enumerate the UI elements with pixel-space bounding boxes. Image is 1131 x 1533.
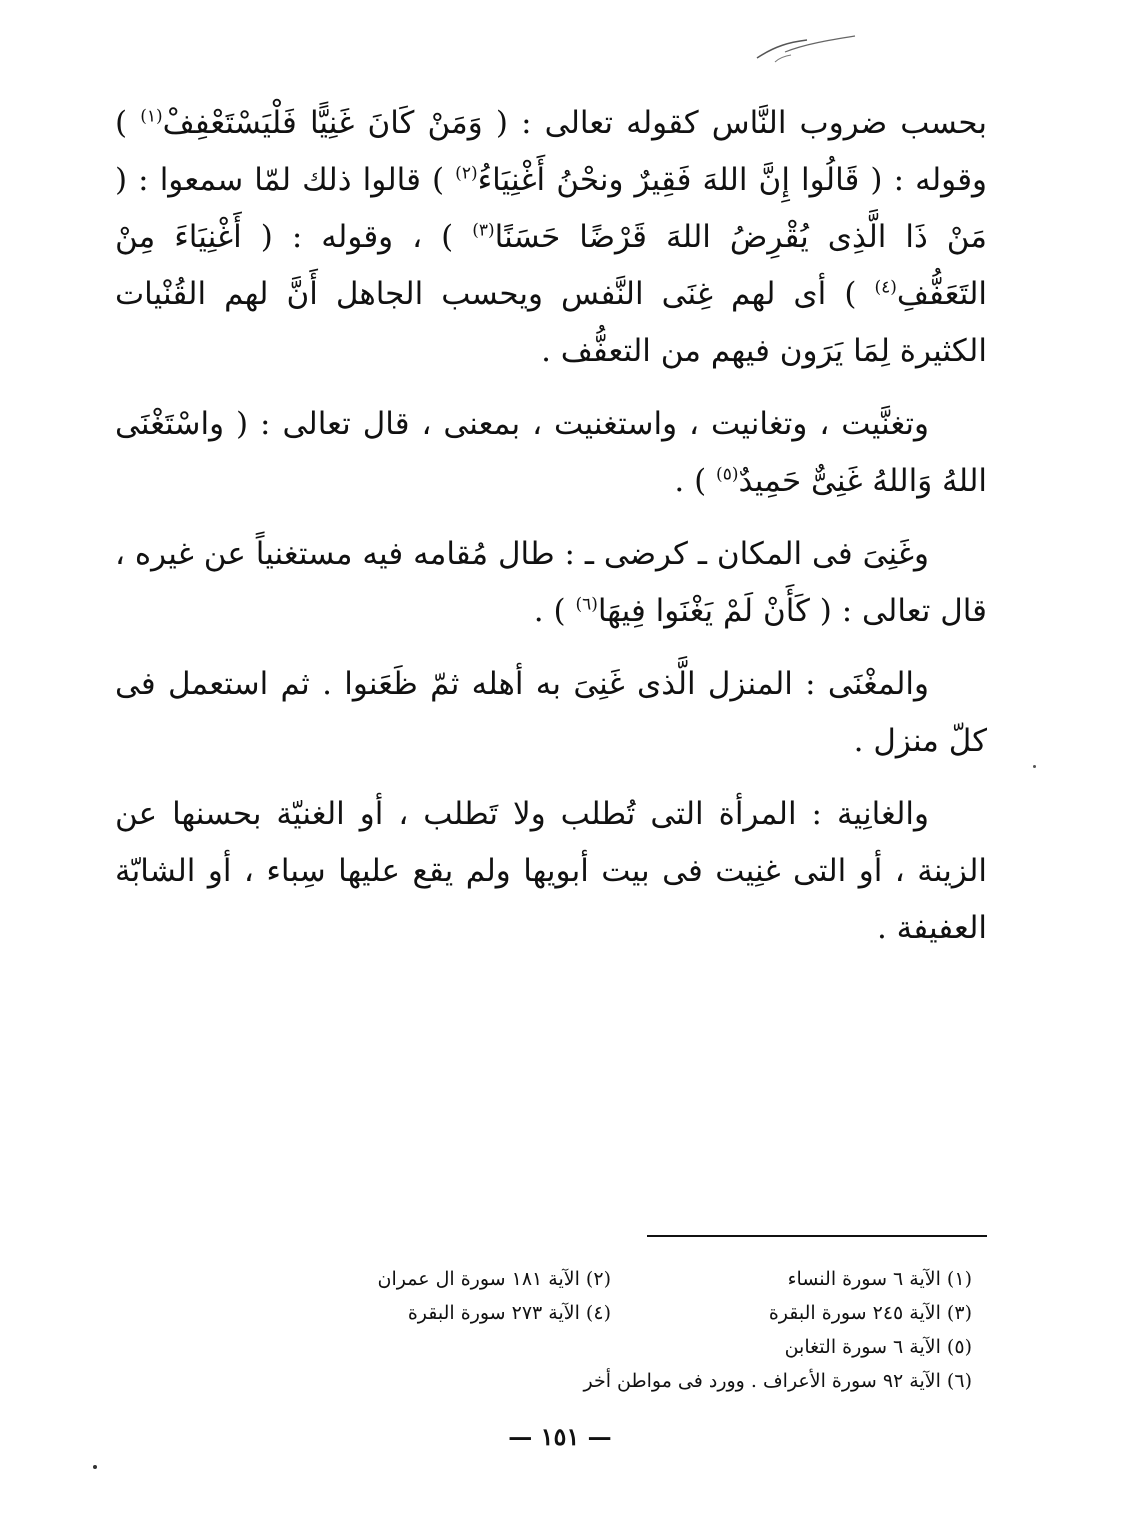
footnote-3: (٣) الآية ٢٤٥ سورة البقرة bbox=[768, 1302, 972, 1324]
scan-speck bbox=[1033, 765, 1036, 768]
footnote-ref-5: (٥) bbox=[716, 464, 739, 485]
paragraph-1-part-3: ) قالوا ذلك لمّا سمعوا : ( مَنْ ذَا الَّذِى يُقْرِضُ اللهَ قَرْضًا حَسَنًا bbox=[115, 162, 988, 255]
footnote-ref-4: (٤) bbox=[874, 277, 897, 298]
footnote-divider bbox=[647, 1235, 987, 1237]
footnote-2: (٢) الآية ١٨١ سورة ال عمران bbox=[377, 1268, 611, 1290]
paragraph-1-part-5: ) أى لهم غِنَى النَّفس ويحسب الجاهل أَنَّ لهم القُنْيات الكثيرة لِمَا يَرَون فيهم من التعفُّف . bbox=[115, 276, 987, 369]
paragraph-2 bbox=[115, 396, 987, 510]
paragraph-5: والغانِية : المرأة التى تُطلب ولا تَطلب ، أو الغنيّة بحسنها عن الزينة ، أو التى غنِيت فى بيت أبويها ولم يقع عليها سِباء ، أو الشابّة العفيفة . bbox=[115, 796, 987, 946]
footnote-row bbox=[250, 1262, 972, 1296]
paragraph-3-part-2: ) . bbox=[533, 593, 576, 629]
footnote-4: (٤) الآية ٢٧٣ سورة البقرة bbox=[407, 1302, 611, 1324]
paragraph-1-part-4: ) ، وقوله : ( أَغْنِيَاءَ مِنْ التَعَفُّفِ bbox=[115, 219, 987, 312]
footnote-ref-3: (٣) bbox=[472, 220, 495, 241]
paragraph-3-part-1: وغَنِىَ فى المكان ـ كرضى ـ : طال مُقامه فيه مستغنياً عن غيره ، قال تعالى : ( كَأَنْ لَمْ يَغْنَوا فِيهَا bbox=[115, 536, 987, 629]
paragraph-1-part-1: بحسب ضروب النَّاس كقوله تعالى : ( وَمَنْ كَانَ غَنِيًّا فَلْيَسْتَعْفِفْ bbox=[162, 105, 988, 141]
footnotes bbox=[250, 1262, 972, 1398]
footnote-ref-2: (٢) bbox=[455, 163, 478, 184]
paragraph-1-part-2: ) وقوله : ( قَالُوا إِنَّ اللهَ فَقِيرٌ ونحْنُ أَغْنِيَاءُ bbox=[115, 105, 987, 198]
footnote-row bbox=[250, 1330, 972, 1364]
paragraph-4: والمغْنَى : المنزل الَّذى غَنِىَ به أهله ثمّ ظَعَنوا . ثم استعمل فى كلّ منزل . bbox=[115, 666, 987, 759]
scan-pen-mark bbox=[745, 28, 865, 68]
paragraph-2-part-2: ) . bbox=[674, 463, 717, 499]
footnote-5: (٥) الآية ٦ سورة التغابن bbox=[784, 1336, 972, 1358]
paragraph-1 bbox=[115, 95, 987, 380]
footnote-row bbox=[250, 1364, 972, 1398]
paragraph-2-part-1: وتغنَّيت ، وتغانيت ، واستغنيت ، بمعنى ، قال تعالى : ( واسْتَغْنَى اللهُ وَاللهُ غَنِىٌّ حَمِيدٌ bbox=[115, 406, 987, 499]
page-number: — ١٥١ — bbox=[508, 1422, 612, 1451]
scan-speck bbox=[93, 1465, 97, 1469]
main-text bbox=[115, 95, 987, 973]
footnote-6: (٦) الآية ٩٢ سورة الأعراف . وورد فى مواطن أخر bbox=[583, 1370, 972, 1392]
footnote-1: (١) الآية ٦ سورة النساء bbox=[787, 1268, 972, 1290]
footnote-row bbox=[250, 1296, 972, 1330]
footnote-ref-6: (٦) bbox=[575, 594, 598, 615]
footnote-ref-1: (١) bbox=[140, 106, 163, 127]
paragraph-3 bbox=[115, 526, 987, 640]
